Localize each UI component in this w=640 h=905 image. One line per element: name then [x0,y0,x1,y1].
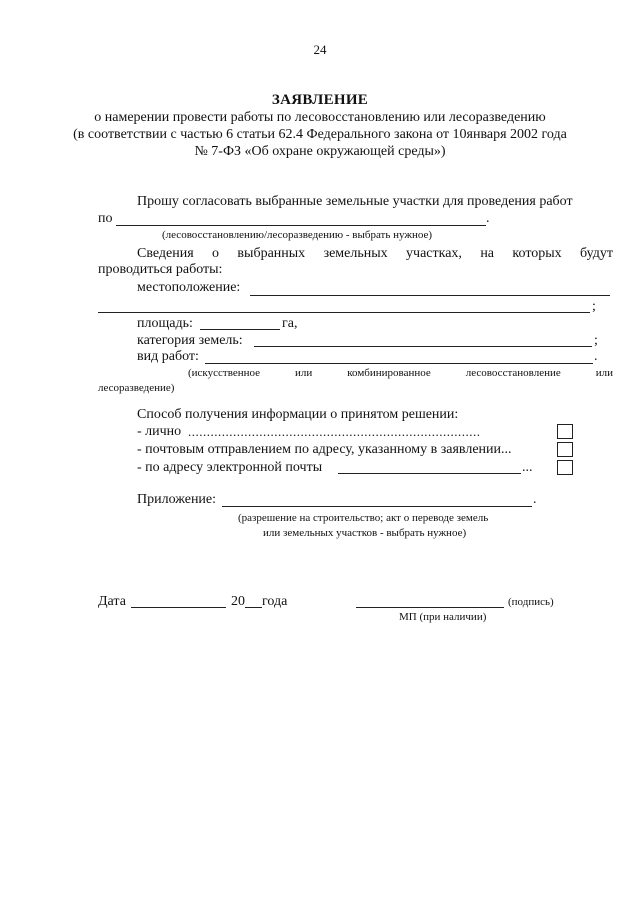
document-subtitle-line-3: № 7-ФЗ «Об охране окружающей среды») [194,144,446,159]
delivery-mail-label: - почтовым отправлением по адресу, указанному в заявлении... [137,442,512,457]
delivery-email-label: - по адресу электронной почты [137,460,323,475]
category-semicolon: ; [594,333,598,348]
area-field[interactable] [200,329,280,330]
delivery-email-dots: ... [522,460,533,475]
work-label: вид работ: [137,349,199,364]
attachment-hint-line-2: или земельных участков - выбрать нужное) [263,527,467,539]
stamp-label: МП (при наличии) [399,611,487,623]
location-field-1[interactable] [250,295,610,296]
page-number: 24 [313,42,327,57]
location-label: местоположение: [137,280,241,295]
delivery-personal-label: - лично [137,424,182,439]
work-hint-line-2: лесоразведение) [98,382,175,394]
attachment-field[interactable] [222,506,532,507]
category-label: категория земель: [137,333,243,348]
attachment-dot: . [533,492,537,507]
date-year-prefix: 20 [231,594,245,609]
date-year-field[interactable] [245,607,262,608]
signature-field[interactable] [356,607,504,608]
location-field-2[interactable] [98,312,590,313]
work-field[interactable] [205,363,593,364]
document-subtitle-line-2: (в соответствии с частью 6 статьи 62.4 Федерального закона от 10января 2002 года [73,127,567,142]
date-year-suffix: года [262,594,288,609]
info-text-line-2: проводиться работы: [98,262,223,277]
document-subtitle-line-1: о намерении провести работы по лесовосстановлению или лесоразведению [94,110,546,125]
date-label: Дата [98,594,126,609]
request-dot: . [486,211,490,226]
delivery-personal-dots: .............................................................................. [188,424,481,439]
request-hint: (лесовосстановлению/лесоразведению - выбрать нужное) [162,229,433,241]
area-label: площадь: [137,316,193,331]
area-unit: га, [282,316,298,331]
category-field[interactable] [254,346,592,347]
request-prefix: по [98,211,113,226]
request-text: Прошу согласовать выбранные земельные участки для проведения работ [137,194,573,209]
delivery-mail-checkbox[interactable] [557,442,573,457]
work-hint-line-1: (искусственное или комбинированное лесовосстановление или [188,367,613,379]
info-text-line-1: Сведения о выбранных земельных участках, на которых будут [137,246,613,261]
delivery-heading: Способ получения информации о принятом решении: [137,407,459,422]
attachment-label: Приложение: [137,492,217,507]
work-dot: . [594,349,598,364]
document-title: ЗАЯВЛЕНИЕ [271,92,369,108]
delivery-email-checkbox[interactable] [557,460,573,475]
location-semicolon: ; [592,299,596,314]
attachment-hint-line-1: (разрешение на строительство; акт о переводе земель [238,512,489,524]
delivery-personal-checkbox[interactable] [557,424,573,439]
email-field[interactable] [338,473,521,474]
signature-label: (подпись) [508,596,554,608]
work-type-field[interactable] [116,225,486,226]
date-field[interactable] [131,607,226,608]
